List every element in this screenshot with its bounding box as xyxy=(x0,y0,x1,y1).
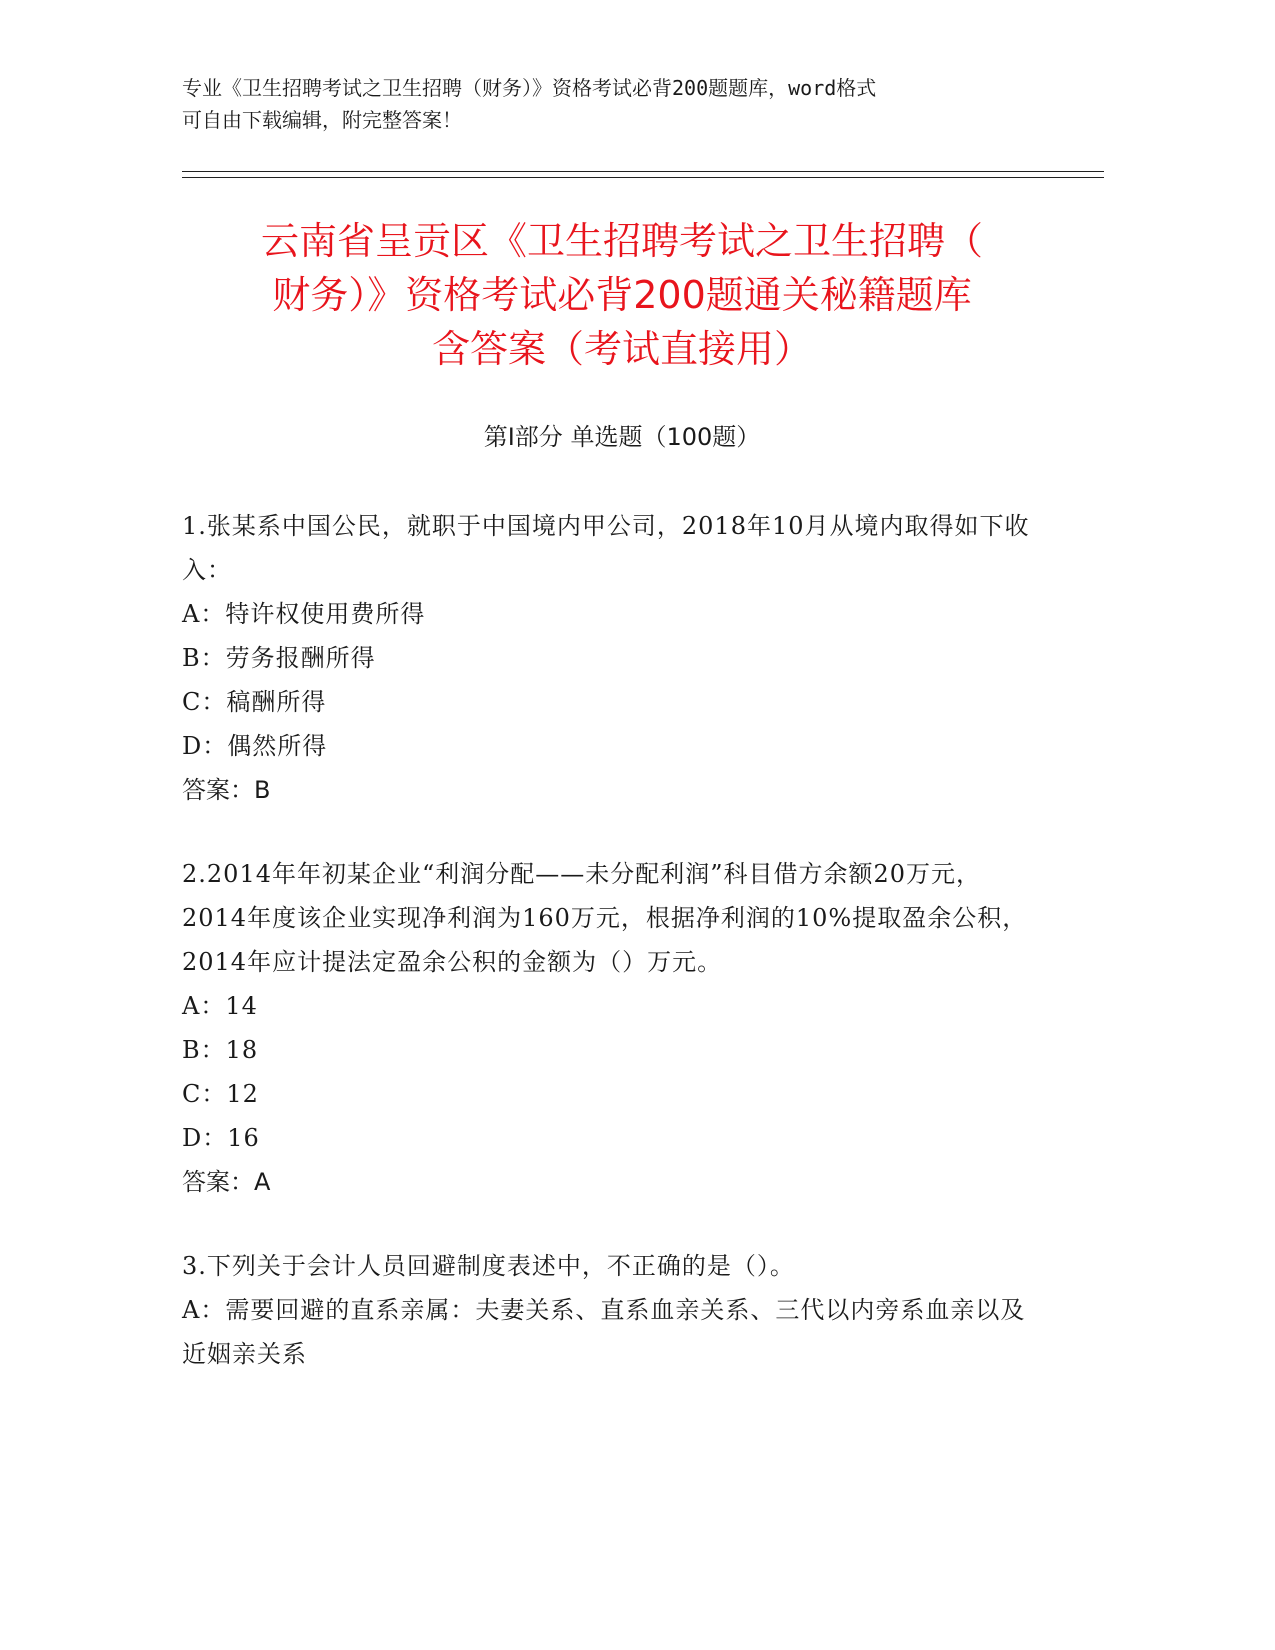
question-list xyxy=(182,504,1042,1416)
option-c: C：稿酬所得 xyxy=(182,688,327,716)
option-d: D：16 xyxy=(182,1124,260,1152)
question-text: 3.下列关于会计人员回避制度表述中，不正确的是（）。 xyxy=(182,1252,795,1280)
section-heading: 第Ⅰ部分 单选题（100题） xyxy=(483,423,761,451)
document-title-line-1: 云南省呈贡区《卫生招聘考试之卫生招聘（ xyxy=(260,219,983,263)
question-1 xyxy=(182,504,1042,812)
header-note-line-1: 专业《卫生招聘考试之卫生招聘（财务）》资格考试必背200题题库，word格式 xyxy=(182,76,877,100)
header-note-line-2: 可自由下载编辑，附完整答案！ xyxy=(182,108,462,132)
document-title-line-3: 含答案（考试直接用） xyxy=(431,327,812,371)
answer: 答案：A xyxy=(182,1168,271,1196)
option-b: B：18 xyxy=(182,1036,259,1064)
document-title-line-2: 财务）》资格考试必背200题通关秘籍题库 xyxy=(272,273,972,317)
option-a: A：特许权使用费所得 xyxy=(182,600,426,628)
answer: 答案：B xyxy=(182,776,271,804)
option-c: C：12 xyxy=(182,1080,259,1108)
question-text: 1.张某系中国公民，就职于中国境内甲公司，2018年10月从境内取得如下收入： xyxy=(182,512,1030,584)
option-b: B：劳务报酬所得 xyxy=(182,644,376,672)
question-3 xyxy=(182,1244,1042,1376)
option-a: A：需要回避的直系亲属：夫妻关系、直系血亲关系、三代以内旁系血亲以及近姻亲关系 xyxy=(182,1296,1026,1368)
question-text: 2.2014年年初某企业“利润分配——未分配利润”科目借方余额20万元，2014年度该企业实现净利润为160万元，根据净利润的10%提取盈余公积，2014年应计提法定盈余公积的金额为（）万元。 xyxy=(182,860,1028,976)
header-rule-top xyxy=(182,171,1104,172)
option-a: A：14 xyxy=(182,992,258,1020)
header-rule-bottom xyxy=(182,177,1104,178)
header-note xyxy=(182,72,1062,136)
option-d: D：偶然所得 xyxy=(182,732,328,760)
document-title xyxy=(182,214,1062,376)
question-2 xyxy=(182,852,1042,1204)
